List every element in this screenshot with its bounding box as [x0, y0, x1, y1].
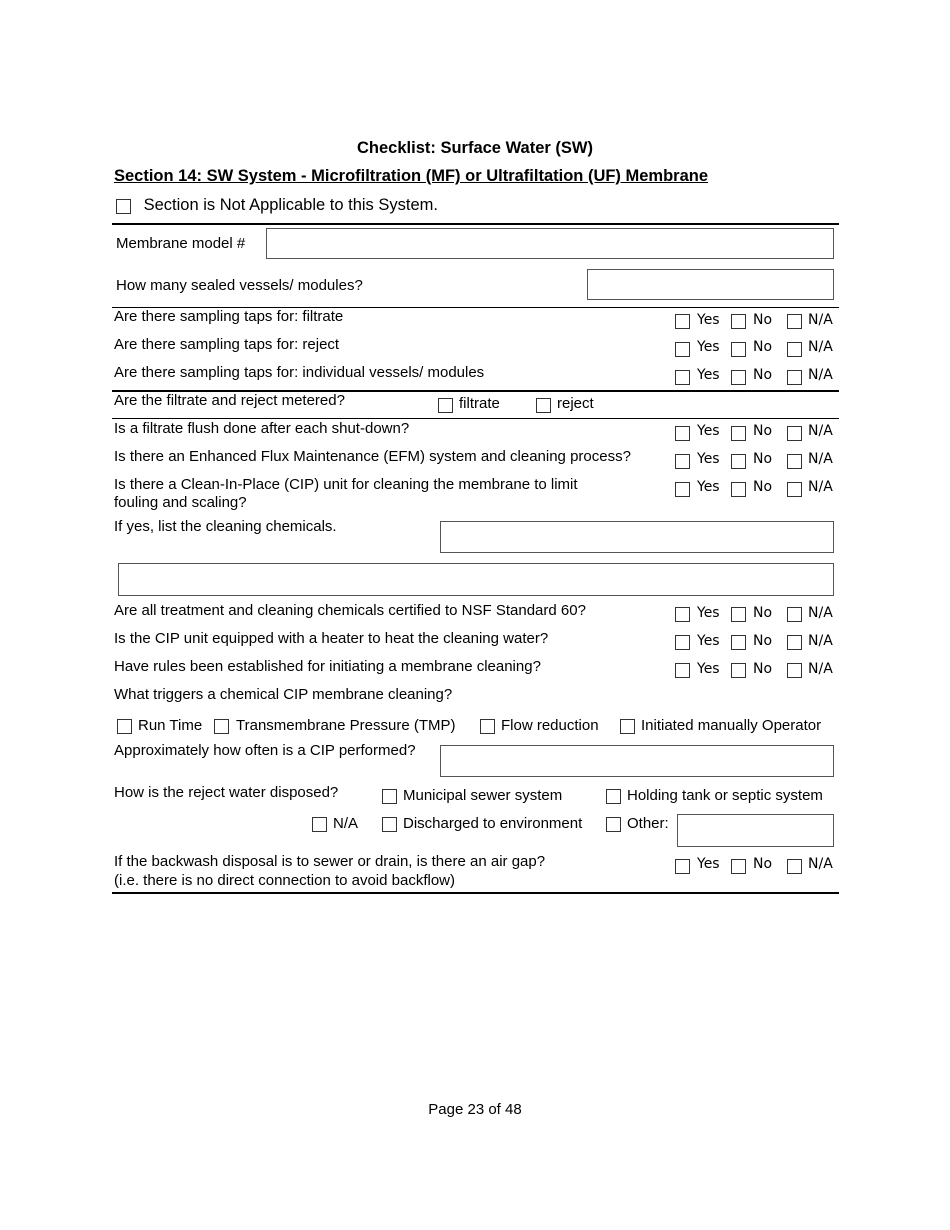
reject-checkbox[interactable]: [536, 398, 551, 413]
question-chemicals: If yes, list the cleaning chemicals.: [114, 518, 337, 535]
question-reject-disposal: How is the reject water disposed?: [114, 784, 339, 801]
na-label: N/A: [808, 856, 833, 872]
na-label: N/A: [808, 633, 833, 649]
holding-tank-label: Holding tank or septic system: [627, 787, 823, 804]
na-checkbox[interactable]: [787, 482, 802, 497]
no-label: No: [753, 633, 773, 649]
how-often-input[interactable]: [440, 745, 834, 777]
na-checkbox[interactable]: [787, 663, 802, 678]
no-label: No: [753, 339, 773, 355]
not-applicable-row: [116, 196, 438, 215]
question-sampling-vessels: Are there sampling taps for: individual vessels/ modules: [114, 364, 485, 381]
yes-label: Yes: [697, 451, 720, 467]
municipal-sewer-checkbox[interactable]: [382, 789, 397, 804]
na-label: N/A: [808, 605, 833, 621]
no-label: No: [753, 479, 773, 495]
no-label: No: [753, 661, 773, 677]
no-label: No: [753, 312, 773, 328]
discharged-environment-label: Discharged to environment: [403, 815, 583, 832]
na-label: N/A: [808, 339, 833, 355]
municipal-sewer-label: Municipal sewer system: [403, 787, 563, 804]
yes-label: Yes: [697, 633, 720, 649]
divider: [112, 223, 839, 225]
yes-label: Yes: [697, 856, 720, 872]
question-how-often: Approximately how often is a CIP performed?: [114, 742, 416, 759]
filtrate-checkbox[interactable]: [438, 398, 453, 413]
disposal-na-checkbox[interactable]: [312, 817, 327, 832]
section-title: Section 14: SW System - Microfiltration (MF) or Ultrafiltation (UF) Membrane: [114, 167, 709, 185]
yes-label: Yes: [697, 661, 720, 677]
na-checkbox[interactable]: [787, 635, 802, 650]
question-metered: Are the filtrate and reject metered?: [114, 392, 345, 409]
no-checkbox[interactable]: [731, 663, 746, 678]
tmp-label: Transmembrane Pressure (TMP): [236, 717, 456, 734]
na-label: N/A: [808, 312, 833, 328]
no-checkbox[interactable]: [731, 426, 746, 441]
page-number: Page 23 of 48: [428, 1101, 522, 1118]
no-checkbox[interactable]: [731, 314, 746, 329]
question-cip-line1: Is there a Clean-In-Place (CIP) unit for cleaning the membrane to limit: [114, 476, 578, 493]
vessels-input[interactable]: [587, 269, 834, 300]
na-label: N/A: [808, 423, 833, 439]
other-input[interactable]: [677, 814, 834, 847]
yes-label: Yes: [697, 605, 720, 621]
no-checkbox[interactable]: [731, 454, 746, 469]
run-time-checkbox[interactable]: [117, 719, 132, 734]
discharged-environment-checkbox[interactable]: [382, 817, 397, 832]
yes-checkbox[interactable]: [675, 342, 690, 357]
reject-label: reject: [557, 395, 594, 412]
yes-label: Yes: [697, 423, 720, 439]
filtrate-label: filtrate: [459, 395, 500, 412]
no-checkbox[interactable]: [731, 370, 746, 385]
na-label: N/A: [808, 367, 833, 383]
not-applicable-label: Section is Not Applicable to this System.: [143, 196, 438, 214]
manual-checkbox[interactable]: [620, 719, 635, 734]
yes-label: Yes: [697, 479, 720, 495]
yes-label: Yes: [697, 312, 720, 328]
yes-checkbox[interactable]: [675, 663, 690, 678]
question-efm: Is there an Enhanced Flux Maintenance (EFM) system and cleaning process?: [114, 448, 631, 465]
na-checkbox[interactable]: [787, 454, 802, 469]
question-filtrate-flush: Is a filtrate flush done after each shut-down?: [114, 420, 410, 437]
question-air-gap-line2: (i.e. there is no direct connection to avoid backflow): [114, 872, 456, 889]
yes-checkbox[interactable]: [675, 426, 690, 441]
not-applicable-checkbox[interactable]: [116, 199, 131, 214]
no-label: No: [753, 367, 773, 383]
chemicals-input[interactable]: [440, 521, 834, 553]
no-label: No: [753, 605, 773, 621]
page-title: Checklist: Surface Water (SW): [357, 139, 593, 157]
na-checkbox[interactable]: [787, 426, 802, 441]
flow-reduction-label: Flow reduction: [501, 717, 599, 734]
no-checkbox[interactable]: [731, 482, 746, 497]
no-label: No: [753, 856, 773, 872]
na-checkbox[interactable]: [787, 607, 802, 622]
no-label: No: [753, 423, 773, 439]
na-label: N/A: [808, 479, 833, 495]
question-heater: Is the CIP unit equipped with a heater to heat the cleaning water?: [114, 630, 549, 647]
other-checkbox[interactable]: [606, 817, 621, 832]
no-label: No: [753, 451, 773, 467]
yes-checkbox[interactable]: [675, 635, 690, 650]
yes-checkbox[interactable]: [675, 607, 690, 622]
membrane-model-label: Membrane model #: [116, 235, 246, 252]
yes-checkbox[interactable]: [675, 454, 690, 469]
question-sampling-filtrate: Are there sampling taps for: filtrate: [114, 308, 344, 325]
question-nsf: Are all treatment and cleaning chemicals certified to NSF Standard 60?: [114, 602, 586, 619]
divider: [112, 892, 839, 894]
no-checkbox[interactable]: [731, 635, 746, 650]
tmp-checkbox[interactable]: [214, 719, 229, 734]
yes-checkbox[interactable]: [675, 859, 690, 874]
na-label: N/A: [808, 451, 833, 467]
question-sampling-reject: Are there sampling taps for: reject: [114, 336, 340, 353]
question-rules: Have rules been established for initiating a membrane cleaning?: [114, 658, 541, 675]
question-cip-line2: fouling and scaling?: [114, 494, 247, 511]
yes-label: Yes: [697, 339, 720, 355]
vessels-label: How many sealed vessels/ modules?: [116, 277, 363, 294]
yes-checkbox[interactable]: [675, 482, 690, 497]
other-label: Other:: [627, 815, 669, 832]
question-triggers: What triggers a chemical CIP membrane cleaning?: [114, 686, 453, 703]
manual-label: Initiated manually Operator: [641, 717, 822, 734]
na-checkbox[interactable]: [787, 314, 802, 329]
no-checkbox[interactable]: [731, 859, 746, 874]
yes-checkbox[interactable]: [675, 314, 690, 329]
no-checkbox[interactable]: [731, 342, 746, 357]
disposal-na-label: N/A: [333, 815, 359, 832]
yes-checkbox[interactable]: [675, 370, 690, 385]
flow-reduction-checkbox[interactable]: [480, 719, 495, 734]
na-checkbox[interactable]: [787, 859, 802, 874]
no-checkbox[interactable]: [731, 607, 746, 622]
na-checkbox[interactable]: [787, 342, 802, 357]
na-label: N/A: [808, 661, 833, 677]
na-checkbox[interactable]: [787, 370, 802, 385]
question-air-gap-line1: If the backwash disposal is to sewer or drain, is there an air gap?: [114, 853, 546, 870]
yes-label: Yes: [697, 367, 720, 383]
membrane-model-input[interactable]: [266, 228, 834, 259]
holding-tank-checkbox[interactable]: [606, 789, 621, 804]
run-time-label: Run Time: [138, 717, 203, 734]
chemicals-extra-input[interactable]: [118, 563, 834, 596]
